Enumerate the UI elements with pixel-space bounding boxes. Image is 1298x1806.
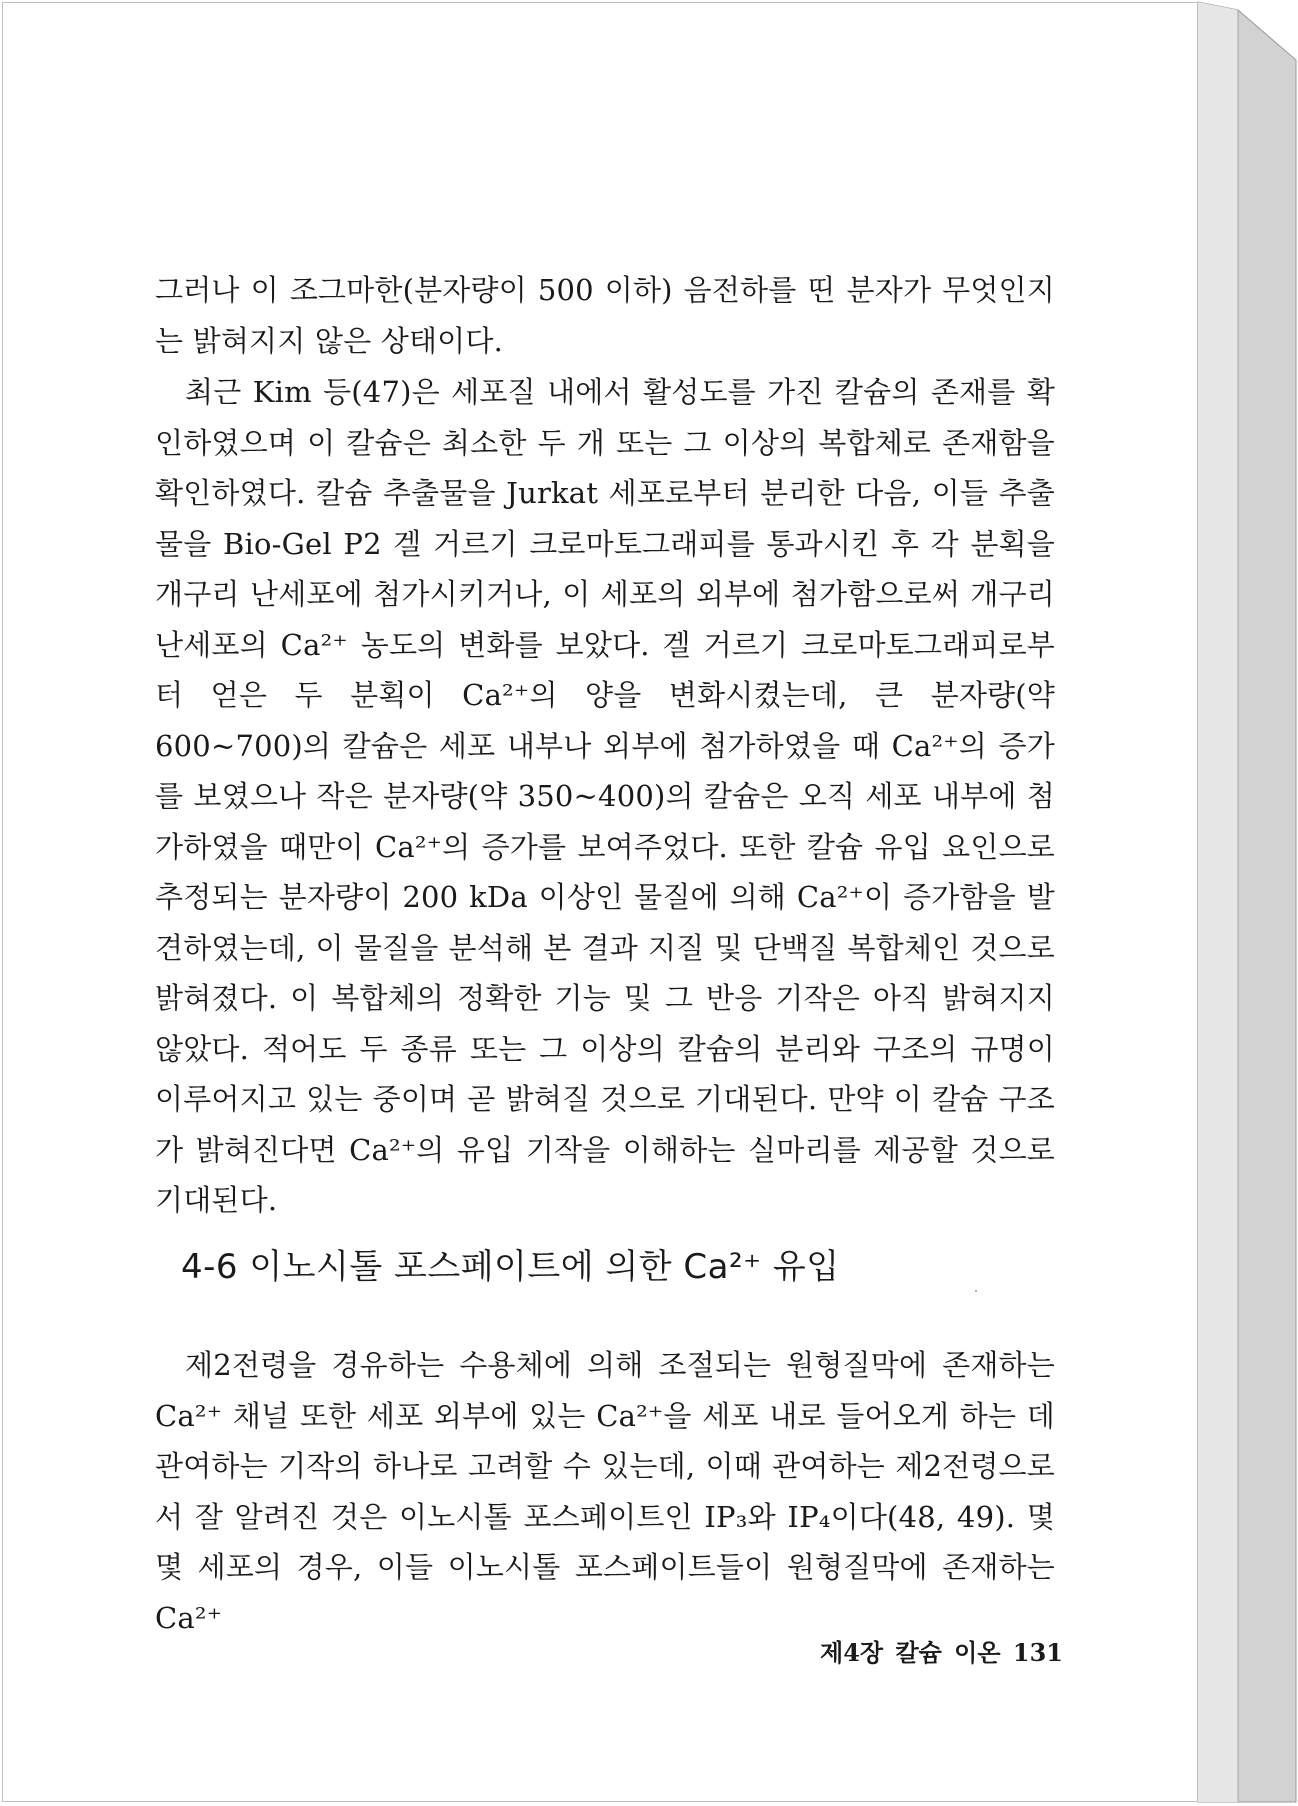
paragraph-3: 제2전령을 경유하는 수용체에 의해 조절되는 원형질막에 존재하는 Ca²⁺ 채널 또한 세포 외부에 있는 Ca²⁺을 세포 내로 들어오게 하는 데 관여하는 기작의 하나로 고려할 수 있는데, 이때 관여하는 제2전령으로서 잘 알려진 것은 이노시톨 포스페이트인 IP₃와 IP₄이다(48, 49). 몇몇 세포의 경우, 이들 이노시톨 포스페이트들이 원형질막에 존재하는 Ca²⁺ (155, 1348, 1055, 1635)
paragraph-2: 최근 Kim 등(47)은 세포질 내에서 활성도를 가진 칼슘의 존재를 확인하였으며 이 칼슘은 최소한 두 개 또는 그 이상의 복합체로 존재함을 확인하였다. 칼슘 추출물을 Jurkat 세포로부터 분리한 다음, 이들 추출물을 Bio-Gel P2 겔 거르기 크로마토그래피를 통과시킨 후 각 분획을 개구리 난세포에 첨가시키거나, 이 세포의 외부에 첨가함으로써 개구리 난세포의 Ca²⁺ 농도의 변화를 보았다. 겔 거르기 크로마토그래피로부터 얻은 두 분획이 Ca²⁺의 양을 변화시켰는데, 큰 분자량(약 600~700)의 칼슘은 세포 내부나 외부에 첨가하였을 때 Ca²⁺의 증가를 보였으나 작은 분자량(약 350~400)의 칼슘은 오직 세포 내부에 첨가하였을 때만이 Ca²⁺의 증가를 보여주었다. 또한 칼슘 유입 요인으로 추정되는 분자량이 200 kDa 이상인 물질에 의해 Ca²⁺이 증가함을 발견하였는데, 이 물질을 분석해 본 결과 지질 및 단백질 복합체인 것으로 밝혀졌다. 이 복합체의 정확한 기능 및 그 반응 기작은 아직 밝혀지지 않았다. 적어도 두 종류 또는 그 이상의 칼슘의 분리와 구조의 규명이 이루어지고 있는 중이며 곧 밝혀질 것으로 기대된다. 만약 이 칼슘 구조가 밝혀진다면 Ca²⁺의 유입 기작을 이해하는 실마리를 제공할 것으로 기대된다. (155, 375, 1055, 1217)
scan-speck (975, 1290, 977, 1292)
document-page (2, 2, 1198, 1802)
page-footer: 제4장 칼슘 이온 131 (820, 1638, 1063, 1667)
section-heading: 4-6 이노시톨 포스페이트에 의한 Ca²⁺ 유입 (181, 1247, 840, 1287)
paragraph-1: 그러나 이 조그마한(분자량이 500 이하) 음전하를 띤 분자가 무엇인지는 밝혀지지 않은 상태이다. (155, 273, 1055, 358)
book-side-highlight (1198, 2, 1238, 1802)
